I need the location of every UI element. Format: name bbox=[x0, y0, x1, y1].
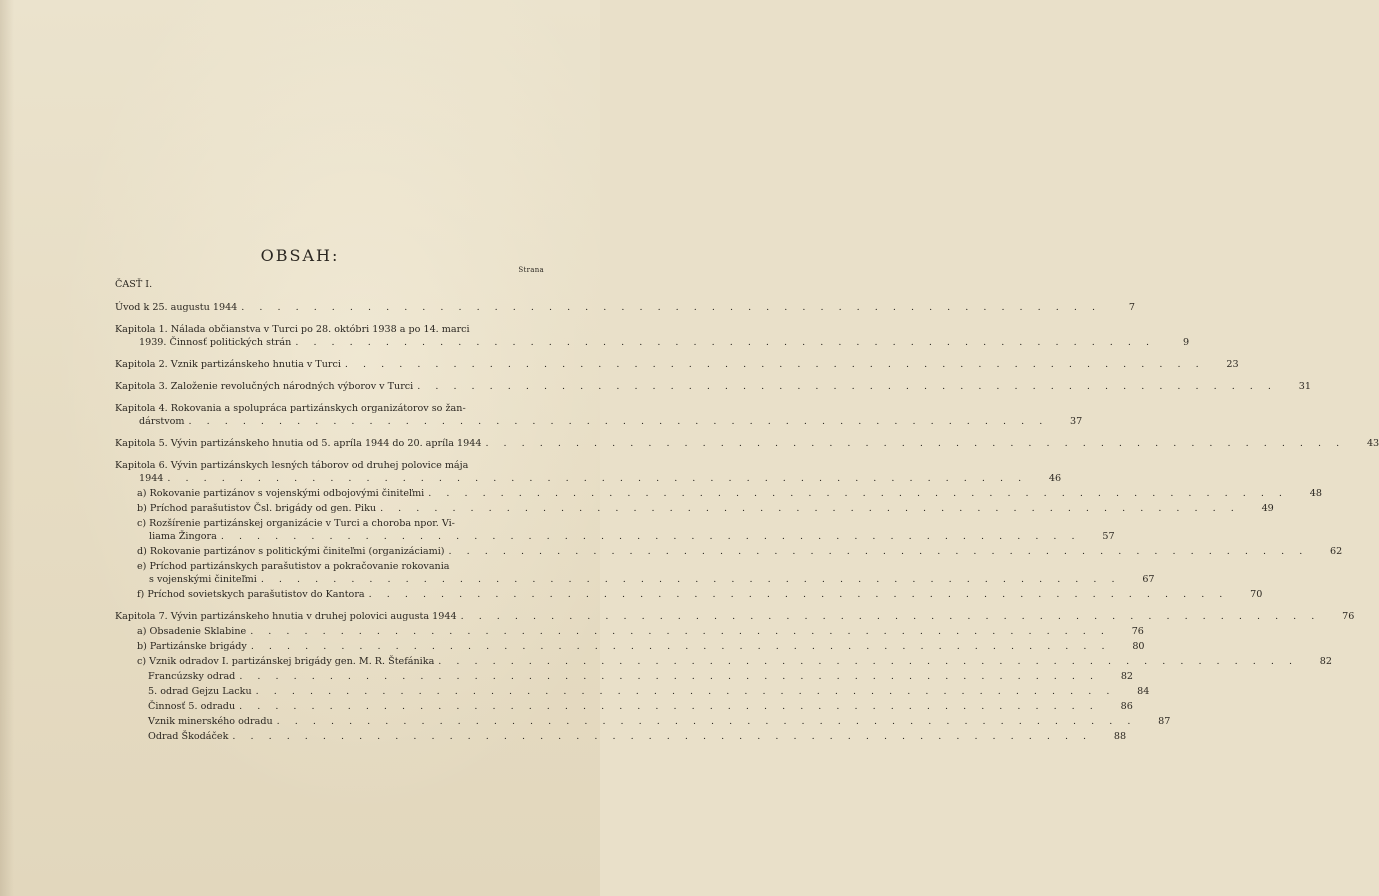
toc-subentry-text-continued: liama Žingora bbox=[149, 531, 217, 542]
toc-page-number: 48 bbox=[1309, 488, 1322, 499]
toc-subentry-text-continued: s vojenskými činiteľmi bbox=[149, 574, 257, 585]
page-fold-shadow bbox=[0, 0, 14, 896]
toc-page-number: 43 bbox=[1366, 438, 1379, 449]
toc-page-number: 9 bbox=[1182, 337, 1190, 348]
dot-leader bbox=[247, 640, 1111, 653]
part-heading: ČASŤ I. bbox=[115, 279, 153, 290]
dot-leader bbox=[185, 415, 1049, 428]
toc-entry-chapter-3 bbox=[115, 380, 1311, 393]
toc-page-number: 57 bbox=[1102, 531, 1115, 542]
toc-entry-text: Kapitola 4. Rokovania a spolupráca partizánskych organizátorov so žan- bbox=[115, 403, 466, 414]
toc-subentry bbox=[137, 517, 1115, 543]
toc-entry-text: Kapitola 1. Nálada občianstva v Turci po 28. októbri 1938 a po 14. marci bbox=[115, 324, 470, 335]
page-column-header: Strana bbox=[518, 266, 544, 274]
toc-entry-chapter-2 bbox=[115, 358, 1239, 371]
toc-page-number: 80 bbox=[1132, 641, 1145, 652]
toc-page-number: 82 bbox=[1319, 656, 1333, 667]
toc-entry-chapter-1 bbox=[115, 323, 1190, 349]
dot-leader bbox=[341, 358, 1205, 371]
toc-page-number: 87 bbox=[1158, 716, 1171, 727]
dot-leader bbox=[291, 336, 1155, 349]
toc-subentry bbox=[137, 487, 1322, 500]
toc-subsubentry bbox=[148, 700, 1133, 713]
dot-leader bbox=[252, 685, 1116, 698]
toc-subsubentry-text: 5. odrad Gejzu Lacku bbox=[148, 686, 252, 697]
page-title: OBSAH: bbox=[260, 246, 340, 265]
toc-entry-text: Úvod k 25. augustu 1944 bbox=[115, 302, 238, 313]
toc-entry-intro bbox=[115, 301, 1136, 314]
toc-subentry bbox=[137, 655, 1333, 668]
dot-leader bbox=[235, 670, 1099, 683]
dot-leader bbox=[257, 573, 1121, 586]
toc-entry-chapter-7 bbox=[115, 610, 1355, 623]
toc-page-number: 70 bbox=[1250, 589, 1263, 600]
toc-subsubentry bbox=[148, 685, 1150, 698]
chapter-7c-units bbox=[115, 670, 1171, 743]
toc-entry-text-continued: 1939. Činnosť politických strán bbox=[139, 337, 292, 348]
toc-entry-text: Kapitola 3. Založenie revolučných národných výborov v Turci bbox=[115, 381, 414, 392]
toc-page-number: 88 bbox=[1113, 731, 1127, 742]
toc-page-number: 82 bbox=[1120, 671, 1134, 682]
dot-leader bbox=[481, 437, 1345, 450]
toc-subentry bbox=[137, 640, 1145, 653]
dot-leader bbox=[413, 380, 1277, 393]
dot-leader bbox=[445, 545, 1309, 558]
dot-leader bbox=[424, 487, 1288, 500]
toc-subentry-text: e) Príchod partizánskych parašutistov a pokračovanie rokovania bbox=[137, 561, 450, 572]
dot-leader bbox=[246, 625, 1110, 638]
toc-subsubentry bbox=[148, 715, 1171, 728]
toc-page-number: 62 bbox=[1330, 546, 1343, 557]
toc-page-number: 49 bbox=[1261, 503, 1274, 514]
toc-entry-chapter-6 bbox=[115, 459, 1062, 485]
toc-subsubentry bbox=[148, 730, 1127, 743]
toc-page-number: 31 bbox=[1298, 381, 1311, 392]
toc-subsubentry-text: Francúzsky odrad bbox=[148, 671, 236, 682]
dot-leader bbox=[365, 588, 1229, 601]
dot-leader bbox=[273, 715, 1137, 728]
table-of-contents bbox=[115, 278, 1379, 745]
toc-entry-text: Kapitola 2. Vznik partizánskeho hnutia v Turci bbox=[115, 359, 341, 370]
dot-leader bbox=[237, 301, 1101, 314]
toc-page-number: 7 bbox=[1128, 302, 1136, 313]
toc-subentry bbox=[137, 560, 1155, 586]
toc-subentry bbox=[137, 588, 1263, 601]
toc-entry-text: Kapitola 5. Vývin partizánskeho hnutia od 5. apríla 1944 do 20. apríla 1944 bbox=[115, 438, 482, 449]
toc-page-number: 86 bbox=[1120, 701, 1133, 712]
dot-leader bbox=[235, 700, 1099, 713]
toc-entry-text-continued: dárstvom bbox=[139, 416, 185, 427]
toc-subentry bbox=[137, 625, 1144, 638]
toc-subentry bbox=[137, 545, 1343, 558]
toc-page-number: 23 bbox=[1226, 359, 1239, 370]
toc-page-number: 76 bbox=[1342, 611, 1355, 622]
dot-leader bbox=[217, 530, 1081, 543]
chapter-7-subsections bbox=[115, 625, 1333, 668]
toc-entry-text: Kapitola 7. Vývin partizánskeho hnutia v druhej polovici augusta 1944 bbox=[115, 611, 457, 622]
dot-leader bbox=[228, 730, 1092, 743]
toc-page-number: 46 bbox=[1048, 473, 1062, 484]
toc-entry-text: Kapitola 6. Vývin partizánskych lesných táborov od druhej polovice mája bbox=[115, 460, 469, 471]
toc-page-number: 37 bbox=[1070, 416, 1083, 427]
toc-entry-text-continued: 1944 bbox=[139, 473, 164, 484]
toc-subsubentry bbox=[148, 670, 1134, 683]
toc-subentry-text: a) Obsadenie Sklabine bbox=[137, 626, 247, 637]
toc-subsubentry-text: Činnosť 5. odradu bbox=[148, 701, 236, 712]
toc-subentry-text: c) Vznik odradov I. partizánskej brigády gen. M. R. Štefánika bbox=[137, 656, 435, 667]
toc-subentry-text: b) Partizánske brigády bbox=[137, 641, 247, 652]
toc-page-number: 67 bbox=[1142, 574, 1155, 585]
toc-subentry-text: f) Príchod sovietskych parašutistov do Kantora bbox=[137, 589, 365, 600]
dot-leader bbox=[376, 502, 1240, 515]
toc-page-number: 76 bbox=[1131, 626, 1144, 637]
toc-subentry-text: b) Príchod parašutistov Čsl. brigády od gen. Piku bbox=[137, 503, 377, 514]
toc-subsubentry-text: Vznik minerského odradu bbox=[148, 716, 273, 727]
toc-page-number: 84 bbox=[1137, 686, 1150, 697]
toc-subsubentry-text: Odrad Škodáček bbox=[148, 731, 229, 742]
dot-leader bbox=[163, 472, 1027, 485]
toc-subentry-text: d) Rokovanie partizánov s politickými činiteľmi (organizáciami) bbox=[137, 546, 445, 557]
dot-leader bbox=[457, 610, 1321, 623]
toc-subentry-text: a) Rokovanie partizánov s vojenskými odbojovými činiteľmi bbox=[137, 488, 425, 499]
chapter-6-subsections bbox=[115, 487, 1343, 601]
toc-entry-chapter-4 bbox=[115, 402, 1083, 428]
toc-entry-chapter-5 bbox=[115, 437, 1379, 450]
toc-subentry bbox=[137, 502, 1274, 515]
toc-subentry-text: c) Rozšírenie partizánskej organizácie v Turci a choroba npor. Vi- bbox=[137, 518, 455, 529]
dot-leader bbox=[434, 655, 1298, 668]
